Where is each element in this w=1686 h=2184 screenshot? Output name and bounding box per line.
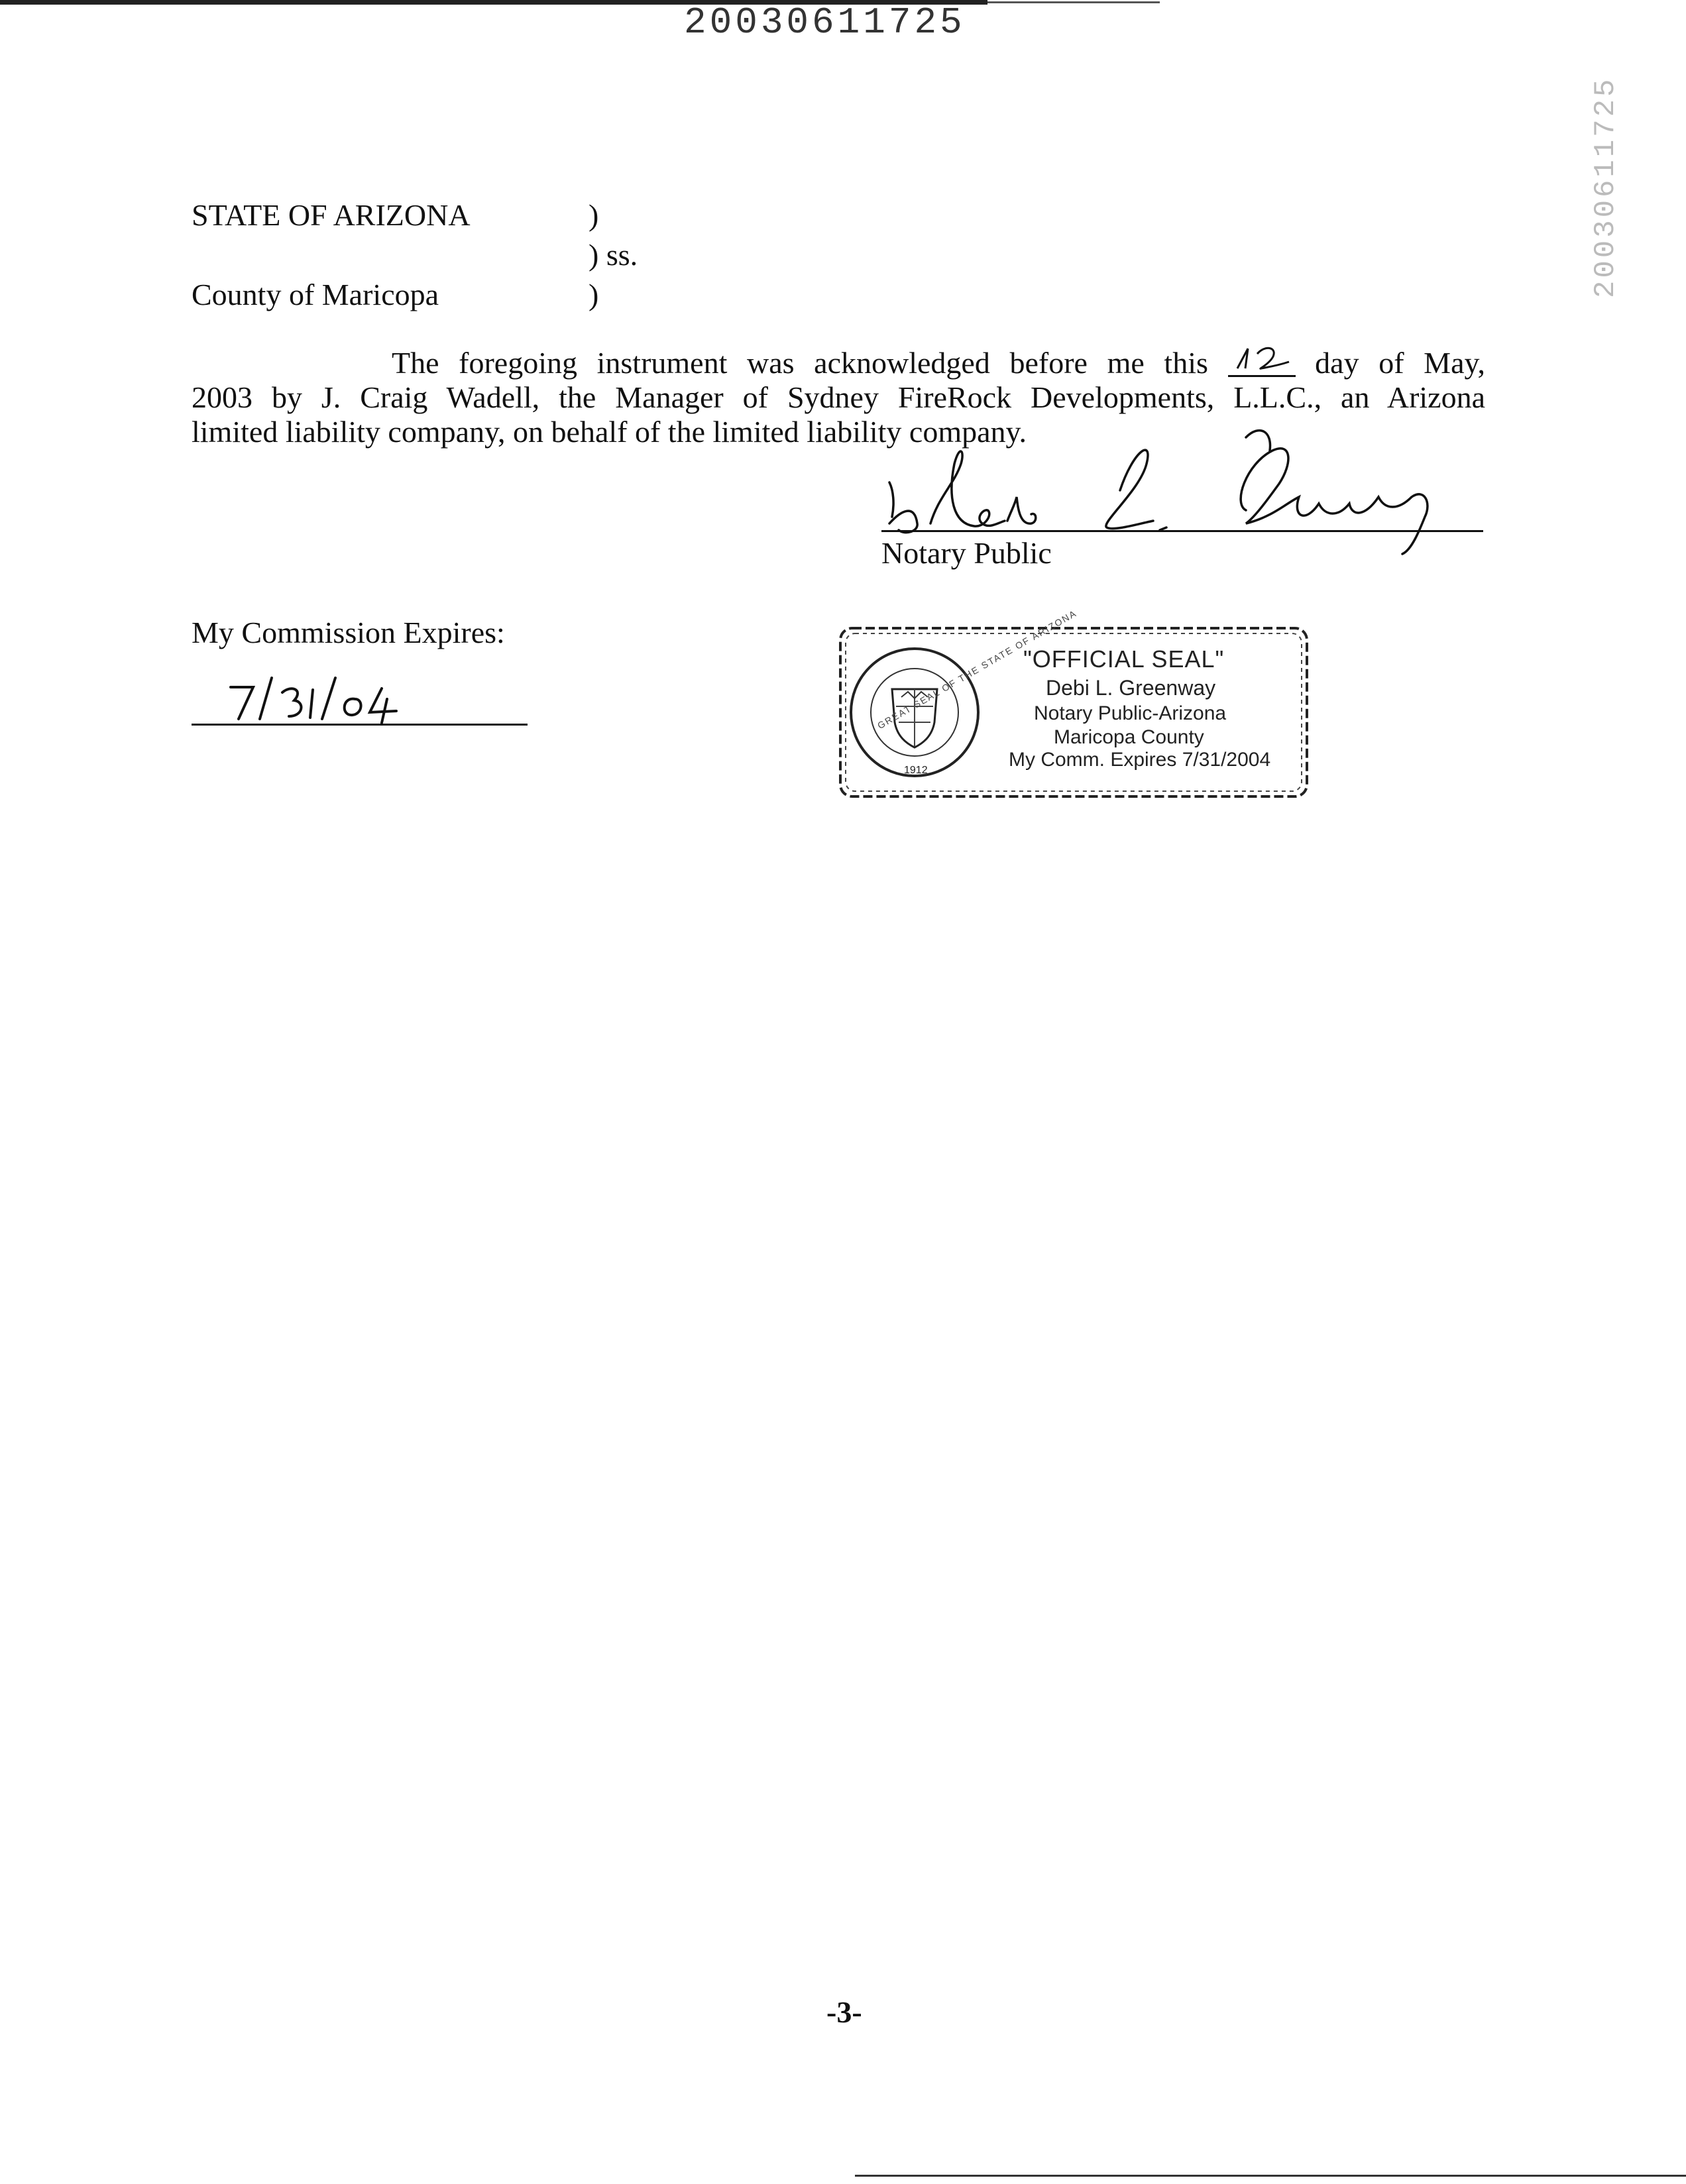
acknowledgment-line-3: limited liability company, on behalf of the limited liability company. xyxy=(192,415,1027,449)
acknowledgment-text-before-day: The foregoing instrument was acknowledged before me this xyxy=(392,346,1208,380)
acknowledgment-line-1 xyxy=(192,346,1485,380)
acknowledgment-line-2: 2003 by J. Craig Wadell, the Manager of Sydney FireRock Developments, L.L.C., an Arizona xyxy=(192,380,1485,414)
official-notary-seal xyxy=(835,607,1312,802)
notary-title: Notary Public xyxy=(881,536,1052,570)
top-border-line-right xyxy=(987,1,1160,3)
notary-signature-line xyxy=(881,530,1483,532)
seal-ring-text: GREAT SEAL OF THE STATE OF ARIZONA xyxy=(875,607,1079,732)
seal-expiration: My Comm. Expires 7/31/2004 xyxy=(1009,749,1271,771)
day-handwriting-icon xyxy=(1228,342,1296,375)
seal-county: Maricopa County xyxy=(1054,726,1204,748)
day-blank xyxy=(1228,346,1296,377)
commission-date-line xyxy=(192,724,528,726)
venue-paren-top: ) xyxy=(589,198,599,232)
acknowledgment-text-after-day: day of May, xyxy=(1315,346,1486,380)
commission-date-handwriting-icon xyxy=(225,673,411,726)
seal-heading: "OFFICIAL SEAL" xyxy=(1023,645,1225,673)
venue-county: County of Maricopa xyxy=(192,278,439,311)
seal-commission: Notary Public-Arizona xyxy=(1034,702,1227,724)
venue-ss: ) ss. xyxy=(589,238,638,272)
seal-year: 1912 xyxy=(904,765,928,776)
venue-paren-bottom: ) xyxy=(589,278,599,311)
page-number: -3- xyxy=(826,1995,862,2029)
seal-notary-name: Debi L. Greenway xyxy=(1046,676,1216,700)
commission-label: My Commission Expires: xyxy=(192,616,505,649)
side-document-number: 20030611725 xyxy=(1589,76,1622,298)
venue-state: STATE OF ARIZONA xyxy=(192,198,471,232)
document-number: 20030611725 xyxy=(684,1,966,44)
bottom-border-line xyxy=(855,2175,1686,2177)
